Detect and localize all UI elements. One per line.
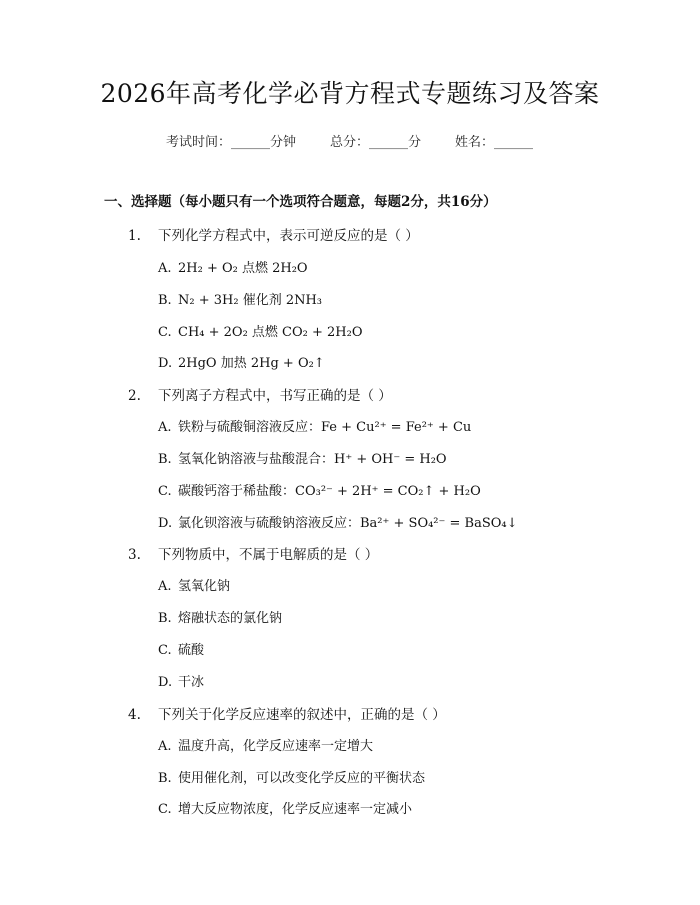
- option-label: C.: [158, 802, 172, 817]
- option-text: CH₄ + 2O₂ 点燃 CO₂ + 2H₂O: [178, 325, 363, 340]
- option-4a: [158, 735, 373, 754]
- option-1a: [158, 257, 308, 276]
- option-text: 氢氧化钠溶液与盐酸混合：H⁺ + OH⁻ = H₂O: [178, 452, 447, 467]
- option-text: 温度升高，化学反应速率一定增大: [178, 739, 374, 754]
- question-text: 下列化学方程式中，表示可逆反应的是（ ）: [158, 228, 419, 244]
- option-1d: [158, 352, 325, 371]
- option-text: 使用催化剂，可以改变化学反应的平衡状态: [178, 771, 426, 786]
- student-name-field: 姓名：______: [455, 135, 534, 150]
- option-1b: [158, 289, 322, 308]
- option-label: A.: [158, 579, 172, 594]
- option-text: 增大反应物浓度，化学反应速率一定减小: [178, 802, 413, 817]
- question-1: [128, 224, 419, 244]
- question-text: 下列物质中，不属于电解质的是（ ）: [158, 547, 379, 563]
- option-label: C.: [158, 325, 172, 340]
- option-text: 2H₂ + O₂ 点燃 2H₂O: [178, 261, 308, 276]
- option-text: 干冰: [178, 675, 205, 690]
- question-text: 下列关于化学反应速率的叙述中，正确的是（ ）: [158, 707, 446, 723]
- option-text: 氢氧化钠: [178, 579, 231, 594]
- option-3d: [158, 671, 204, 690]
- option-label: D.: [158, 516, 173, 531]
- option-label: A.: [158, 739, 172, 754]
- option-label: D.: [158, 675, 173, 690]
- option-text: N₂ + 3H₂ 催化剂 2NH₃: [178, 293, 323, 308]
- option-4c: [158, 798, 412, 817]
- option-1c: [158, 321, 363, 340]
- option-label: B.: [158, 293, 172, 308]
- option-2b: [158, 448, 447, 467]
- question-4: [128, 703, 446, 723]
- option-label: C.: [158, 484, 172, 499]
- question-3: [128, 543, 378, 563]
- option-label: A.: [158, 261, 172, 276]
- section-heading: 一、选择题（每小题只有一个选项符合题意，每题2分，共16分）: [104, 194, 497, 210]
- question-number: 3.: [128, 547, 141, 563]
- option-text: 2HgO 加热 2Hg + O₂↑: [178, 356, 325, 371]
- option-label: D.: [158, 356, 173, 371]
- option-label: B.: [158, 771, 172, 786]
- option-2a: [158, 416, 471, 435]
- exam-time-field: 考试时间：______分钟: [166, 135, 297, 150]
- question-text: 下列离子方程式中，书写正确的是（ ）: [158, 388, 392, 404]
- option-label: B.: [158, 611, 172, 626]
- option-2c: [158, 480, 481, 499]
- option-label: B.: [158, 452, 172, 467]
- option-2d: [158, 512, 518, 531]
- option-text: 氯化钡溶液与硫酸钠溶液反应：Ba²⁺ + SO₄²⁻ = BaSO₄↓: [178, 516, 518, 531]
- option-text: 熔融状态的氯化钠: [178, 611, 283, 626]
- option-3b: [158, 607, 282, 626]
- question-number: 2.: [128, 388, 141, 404]
- option-text: 铁粉与硫酸铜溶液反应：Fe + Cu²⁺ = Fe²⁺ + Cu: [178, 420, 472, 435]
- option-text: 硫酸: [178, 643, 205, 658]
- question-number: 4.: [128, 707, 141, 723]
- page-title: 2026年高考化学必背方程式专题练习及答案: [100, 79, 600, 108]
- total-score-field: 总分：______分: [330, 135, 422, 150]
- question-2: [128, 384, 392, 404]
- question-number: 1.: [128, 228, 141, 244]
- option-label: C.: [158, 643, 172, 658]
- option-label: A.: [158, 420, 172, 435]
- option-3c: [158, 639, 204, 658]
- option-4b: [158, 767, 425, 786]
- option-3a: [158, 575, 230, 594]
- option-text: 碳酸钙溶于稀盐酸：CO₃²⁻ + 2H⁺ = CO₂↑ + H₂O: [178, 484, 481, 499]
